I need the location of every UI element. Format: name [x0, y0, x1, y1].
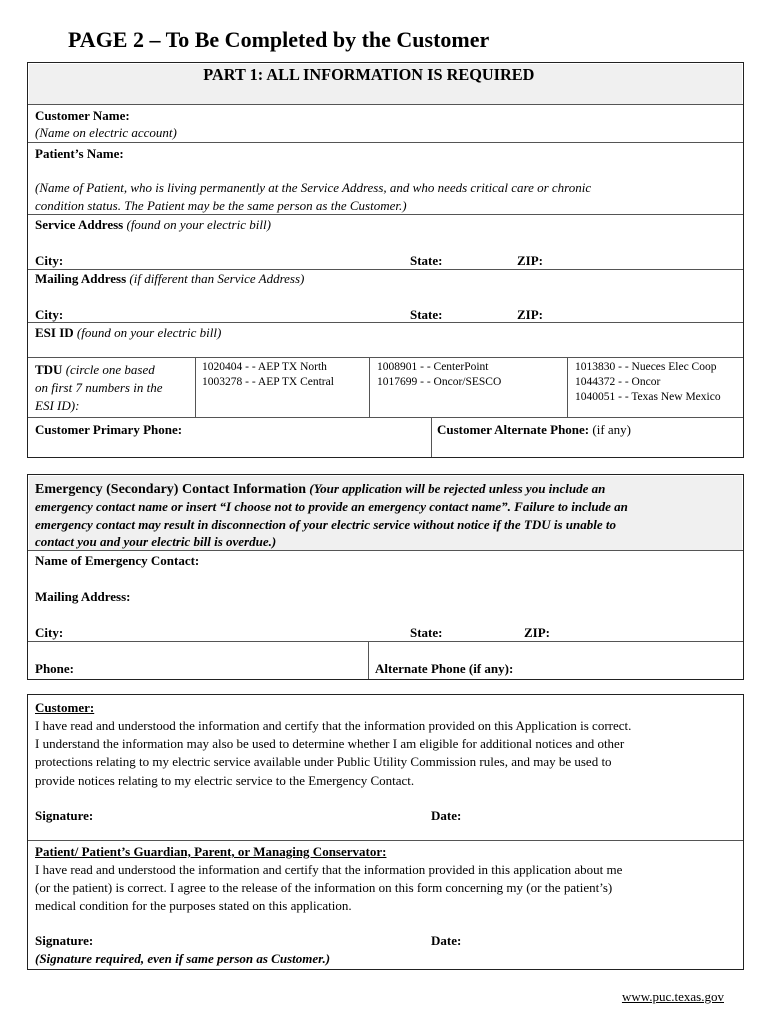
patient-heading: Patient/ Patient’s Guardian, Parent, or Managing Conservator:	[35, 844, 387, 859]
signature-note: (Signature required, even if same person as Customer.)	[35, 951, 331, 966]
service-state-label: State:	[410, 253, 443, 268]
part1-header: PART 1: ALL INFORMATION IS REQUIRED	[203, 65, 535, 84]
mailing-state-label: State:	[410, 307, 443, 322]
customer-name-label: Customer Name:	[35, 108, 130, 123]
patient-signature-label: Signature:	[35, 933, 94, 948]
customer-name-note: (Name on electric account)	[35, 125, 177, 140]
service-zip-label: ZIP:	[517, 253, 543, 268]
tdu-note-2: on first 7 numbers in the	[35, 380, 163, 395]
customer-date-label: Date:	[431, 808, 462, 823]
customer-heading: Customer:	[35, 700, 95, 715]
emergency-note-3: emergency contact may result in disconnection of your electric service without notice if the TDU is unable to	[35, 517, 616, 532]
tdu-option[interactable]: 1017699 - - Oncor/SESCO	[377, 376, 502, 388]
tdu-option[interactable]: 1008901 - - CenterPoint	[377, 361, 489, 373]
patient-name-label: Patient’s Name:	[35, 146, 124, 161]
mailing-address-label: Mailing Address (if different than Service Address)	[35, 271, 305, 286]
divider	[28, 417, 743, 418]
tdu-option[interactable]: 1020404 - - AEP TX North	[202, 361, 327, 373]
divider	[368, 641, 369, 679]
divider	[195, 357, 196, 417]
service-city-label: City:	[35, 253, 64, 268]
patient-certification-text-2: (or the patient) is correct. I agree to the release of the information on this form concerning my (or the patient’s)	[35, 880, 613, 895]
divider	[369, 357, 370, 417]
divider	[28, 322, 743, 323]
mailing-city-label: City:	[35, 307, 64, 322]
customer-certification-text-3: protections relating to my electric service available under Public Utility Commission rules, and may be used to	[35, 754, 612, 769]
tdu-option[interactable]: 1013830 - - Nueces Elec Coop	[575, 361, 717, 373]
mailing-zip-label: ZIP:	[517, 307, 543, 322]
emergency-alt-phone-label: Alternate Phone (if any):	[375, 661, 514, 676]
emergency-mailing-label: Mailing Address:	[35, 589, 131, 604]
emergency-note-2: emergency contact name or insert “I choose not to provide an emergency contact name”. Failure to include an	[35, 499, 628, 514]
divider	[28, 550, 743, 551]
alternate-phone-label: Customer Alternate Phone: (if any)	[437, 422, 631, 437]
patient-date-label: Date:	[431, 933, 462, 948]
divider	[567, 357, 568, 417]
divider	[28, 641, 743, 642]
service-address-label: Service Address (found on your electric bill)	[35, 217, 271, 232]
emergency-phone-label: Phone:	[35, 661, 74, 676]
emergency-state-label: State:	[410, 625, 443, 640]
patient-certification-text: I have read and understood the information and certify that the information provided in this application about me	[35, 862, 623, 877]
tdu-note-3: ESI ID):	[35, 398, 80, 413]
divider	[28, 357, 743, 358]
emergency-zip-label: ZIP:	[524, 625, 550, 640]
patient-certification-text-3: medical condition for the purposes stated on this application.	[35, 898, 352, 913]
emergency-name-label: Name of Emergency Contact:	[35, 553, 200, 568]
patient-name-note-2: condition status. The Patient may be the same person as the Customer.)	[35, 198, 407, 213]
page-title: PAGE 2 – To Be Completed by the Customer	[68, 27, 490, 52]
emergency-note-4: contact you and your electric bill is overdue.)	[35, 534, 277, 549]
esi-id-label: ESI ID (found on your electric bill)	[35, 325, 222, 340]
divider	[28, 142, 743, 143]
tdu-label: TDU (circle one based	[35, 362, 155, 377]
footer-link[interactable]: www.puc.texas.gov	[621, 989, 724, 1004]
tdu-option[interactable]: 1044372 - - Oncor	[575, 376, 661, 388]
customer-certification-text-2: I understand the information may also be used to determine whether I am eligible for additional notices and other	[35, 736, 625, 751]
emergency-city-label: City:	[35, 625, 64, 640]
customer-certification-text: I have read and understood the information and certify that the information provided on this Application is correct.	[35, 718, 632, 733]
patient-name-note: (Name of Patient, who is living permanently at the Service Address, and who needs critical care or chronic	[35, 180, 592, 195]
divider	[28, 104, 743, 105]
tdu-option[interactable]: 1003278 - - AEP TX Central	[202, 376, 334, 388]
emergency-header: Emergency (Secondary) Contact Information (Your application will be rejected unless you include an	[35, 481, 606, 497]
primary-phone-label: Customer Primary Phone:	[35, 422, 183, 437]
tdu-option[interactable]: 1040051 - - Texas New Mexico	[575, 391, 721, 403]
customer-certification-text-4: provide notices relating to my electric service to the Emergency Contact.	[35, 773, 415, 788]
divider	[431, 417, 432, 457]
customer-signature-label: Signature:	[35, 808, 94, 823]
divider	[28, 840, 743, 841]
divider	[28, 214, 743, 215]
